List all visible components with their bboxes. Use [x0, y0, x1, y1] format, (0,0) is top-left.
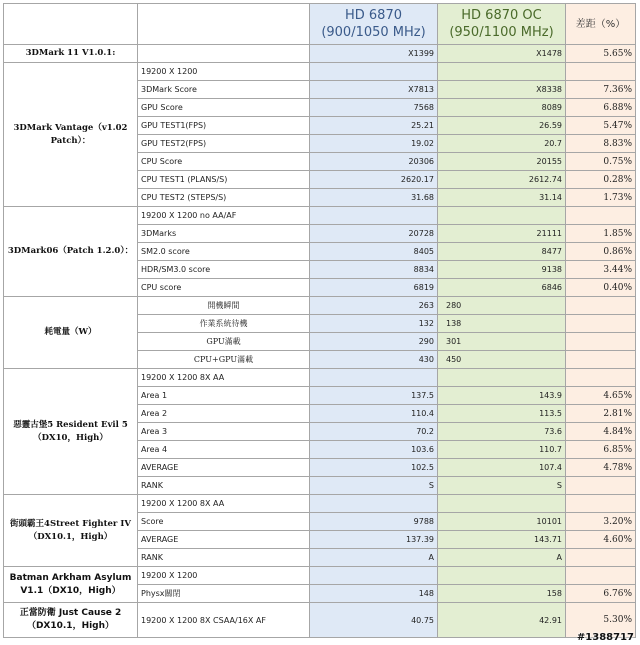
- card2-name: HD 6870 OC: [461, 8, 542, 23]
- diff-value: 4.60%: [566, 531, 636, 549]
- benchmark-table: [3, 3, 636, 638]
- card1-value: 132: [310, 315, 438, 333]
- diff-value: [566, 333, 636, 351]
- bench-label-power: 耗電量（W）: [4, 297, 138, 369]
- diff-value: 1.73%: [566, 189, 636, 207]
- diff-header: 差距（%）: [566, 4, 636, 45]
- card1-value: [310, 207, 438, 225]
- card1-value: 9788: [310, 513, 438, 531]
- card1-value: 8834: [310, 261, 438, 279]
- diff-value: 3.20%: [566, 513, 636, 531]
- card1-value: 31.68: [310, 189, 438, 207]
- diff-value: 4.65%: [566, 387, 636, 405]
- diff-value: 8.83%: [566, 135, 636, 153]
- setting-cell: 19200 X 1200: [138, 567, 310, 585]
- card1-value: 263: [310, 297, 438, 315]
- card2-value: 20.7: [438, 135, 566, 153]
- bench-label-batman: Batman Arkham Asylum V1.1（DX10，High）: [4, 567, 138, 603]
- card2-value: [438, 63, 566, 81]
- card1-value: 70.2: [310, 423, 438, 441]
- diff-value: 4.84%: [566, 423, 636, 441]
- row-label: Area 2: [138, 405, 310, 423]
- setting-cell: 19200 X 1200: [138, 63, 310, 81]
- row-label: AVERAGE: [138, 459, 310, 477]
- card2-value: 138: [438, 315, 566, 333]
- bench-label-sf4: 街頭霸王4Street Fighter IV（DX10.1，High）: [4, 495, 138, 567]
- row-label: 作業系統待機: [138, 315, 310, 333]
- card2-header: [438, 4, 566, 45]
- row-label: CPU+GPU滿載: [138, 351, 310, 369]
- card2-value: 6846: [438, 279, 566, 297]
- card1-name: HD 6870: [344, 8, 402, 23]
- card2-value: X1478: [438, 45, 566, 63]
- diff-value: 3.44%: [566, 261, 636, 279]
- header-row: [4, 4, 636, 45]
- row-label: GPU滿載: [138, 333, 310, 351]
- card2-value: 8477: [438, 243, 566, 261]
- card1-value: 148: [310, 585, 438, 603]
- row-label: Area 4: [138, 441, 310, 459]
- card1-value: [310, 63, 438, 81]
- card1-value: 40.75: [310, 603, 438, 638]
- diff-value: 5.30%: [566, 603, 636, 638]
- diff-value: 6.76%: [566, 585, 636, 603]
- diff-value: [566, 207, 636, 225]
- diff-value: 0.40%: [566, 279, 636, 297]
- card1-value: S: [310, 477, 438, 495]
- diff-value: 0.75%: [566, 153, 636, 171]
- card1-value: [310, 567, 438, 585]
- card2-value: 113.5: [438, 405, 566, 423]
- diff-value: 6.88%: [566, 99, 636, 117]
- row-label: SM2.0 score: [138, 243, 310, 261]
- corner-cell: [4, 4, 138, 45]
- setting-cell: 19200 X 1200 8X AA: [138, 495, 310, 513]
- row-label: Area 1: [138, 387, 310, 405]
- row-label: Area 3: [138, 423, 310, 441]
- row-label: GPU Score: [138, 99, 310, 117]
- diff-value: 0.28%: [566, 171, 636, 189]
- diff-value: 6.85%: [566, 441, 636, 459]
- card2-value: 301: [438, 333, 566, 351]
- diff-value: 5.65%: [566, 45, 636, 63]
- card1-value: 6819: [310, 279, 438, 297]
- card2-value: 73.6: [438, 423, 566, 441]
- card2-value: [438, 369, 566, 387]
- row-label: CPU TEST1 (PLANS/S): [138, 171, 310, 189]
- bench-label-3dmark11: 3DMark 11 V1.0.1:: [4, 45, 138, 63]
- card1-value: A: [310, 549, 438, 567]
- table-row: [4, 567, 636, 585]
- row-label: 開機瞬間: [138, 297, 310, 315]
- card1-clocks: (900/1050 MHz): [321, 25, 426, 40]
- card1-value: 290: [310, 333, 438, 351]
- card2-value: 107.4: [438, 459, 566, 477]
- card2-value: 20155: [438, 153, 566, 171]
- table-row: [4, 207, 636, 225]
- diff-value: 5.47%: [566, 117, 636, 135]
- table-row: [4, 45, 636, 63]
- watermark: #1388717: [576, 632, 634, 643]
- diff-value: [566, 369, 636, 387]
- diff-value: [566, 567, 636, 585]
- row-label: GPU TEST2(FPS): [138, 135, 310, 153]
- card2-value: 9138: [438, 261, 566, 279]
- card1-value: X7813: [310, 81, 438, 99]
- card1-value: 110.4: [310, 405, 438, 423]
- bench-label-3dmark06: 3DMark06（Patch 1.2.0）：: [4, 207, 138, 297]
- card2-value: 158: [438, 585, 566, 603]
- setting-cell: [138, 45, 310, 63]
- card2-value: [438, 495, 566, 513]
- card2-value: 42.91: [438, 603, 566, 638]
- row-label: 3DMark Score: [138, 81, 310, 99]
- card1-value: 25.21: [310, 117, 438, 135]
- card2-value: S: [438, 477, 566, 495]
- table-row: [4, 297, 636, 315]
- setting-cell: 19200 X 1200 no AA/AF: [138, 207, 310, 225]
- row-label: CPU TEST2 (STEPS/S): [138, 189, 310, 207]
- card1-value: 102.5: [310, 459, 438, 477]
- table-row: [4, 63, 636, 81]
- card2-value: 2612.74: [438, 171, 566, 189]
- bench-label-jc2: 正當防衛 Just Cause 2（DX10.1，High）: [4, 603, 138, 638]
- row-label: CPU Score: [138, 153, 310, 171]
- card2-value: 31.14: [438, 189, 566, 207]
- card1-value: [310, 495, 438, 513]
- diff-value: 4.78%: [566, 459, 636, 477]
- diff-value: [566, 549, 636, 567]
- row-label: 3DMarks: [138, 225, 310, 243]
- card2-value: 21111: [438, 225, 566, 243]
- card2-value: 450: [438, 351, 566, 369]
- row-label: RANK: [138, 549, 310, 567]
- card1-value: 430: [310, 351, 438, 369]
- card2-value: 8089: [438, 99, 566, 117]
- card2-value: 10101: [438, 513, 566, 531]
- diff-value: [566, 477, 636, 495]
- row-label: AVERAGE: [138, 531, 310, 549]
- card1-value: 137.39: [310, 531, 438, 549]
- card2-value: A: [438, 549, 566, 567]
- setting-cell: 19200 X 1200 8X AA: [138, 369, 310, 387]
- card1-value: 103.6: [310, 441, 438, 459]
- bench-label-re5: 惡靈古堡5 Resident Evil 5（DX10，High）: [4, 369, 138, 495]
- card1-value: 137.5: [310, 387, 438, 405]
- diff-value: 1.85%: [566, 225, 636, 243]
- card1-value: 19.02: [310, 135, 438, 153]
- row-label: CPU score: [138, 279, 310, 297]
- card2-value: 143.71: [438, 531, 566, 549]
- card2-value: 110.7: [438, 441, 566, 459]
- card2-value: [438, 567, 566, 585]
- card1-value: 20728: [310, 225, 438, 243]
- row-label: GPU TEST1(FPS): [138, 117, 310, 135]
- card2-value: X8338: [438, 81, 566, 99]
- row-label: RANK: [138, 477, 310, 495]
- card1-value: 8405: [310, 243, 438, 261]
- row-label: Score: [138, 513, 310, 531]
- card2-clocks: (950/1100 MHz): [449, 25, 554, 40]
- diff-value: [566, 351, 636, 369]
- card2-value: 26.59: [438, 117, 566, 135]
- diff-value: 2.81%: [566, 405, 636, 423]
- card2-value: [438, 207, 566, 225]
- diff-value: [566, 495, 636, 513]
- table-row: [4, 369, 636, 387]
- setting-cell: 19200 X 1200 8X CSAA/16X AF: [138, 603, 310, 638]
- card1-value: 2620.17: [310, 171, 438, 189]
- diff-value: [566, 315, 636, 333]
- card2-value: 280: [438, 297, 566, 315]
- card1-value: 20306: [310, 153, 438, 171]
- card1-header: [310, 4, 438, 45]
- card1-value: [310, 369, 438, 387]
- diff-value: [566, 63, 636, 81]
- diff-value: 7.36%: [566, 81, 636, 99]
- table-row: [4, 495, 636, 513]
- diff-value: [566, 297, 636, 315]
- table-row: [4, 603, 636, 638]
- card1-value: X1399: [310, 45, 438, 63]
- card1-value: 7568: [310, 99, 438, 117]
- header-blank: [138, 4, 310, 45]
- card2-value: 143.9: [438, 387, 566, 405]
- row-label: Physx關閉: [138, 585, 310, 603]
- diff-value: 0.86%: [566, 243, 636, 261]
- row-label: HDR/SM3.0 score: [138, 261, 310, 279]
- bench-label-vantage: 3DMark Vantage（v1.02 Patch）：: [4, 63, 138, 207]
